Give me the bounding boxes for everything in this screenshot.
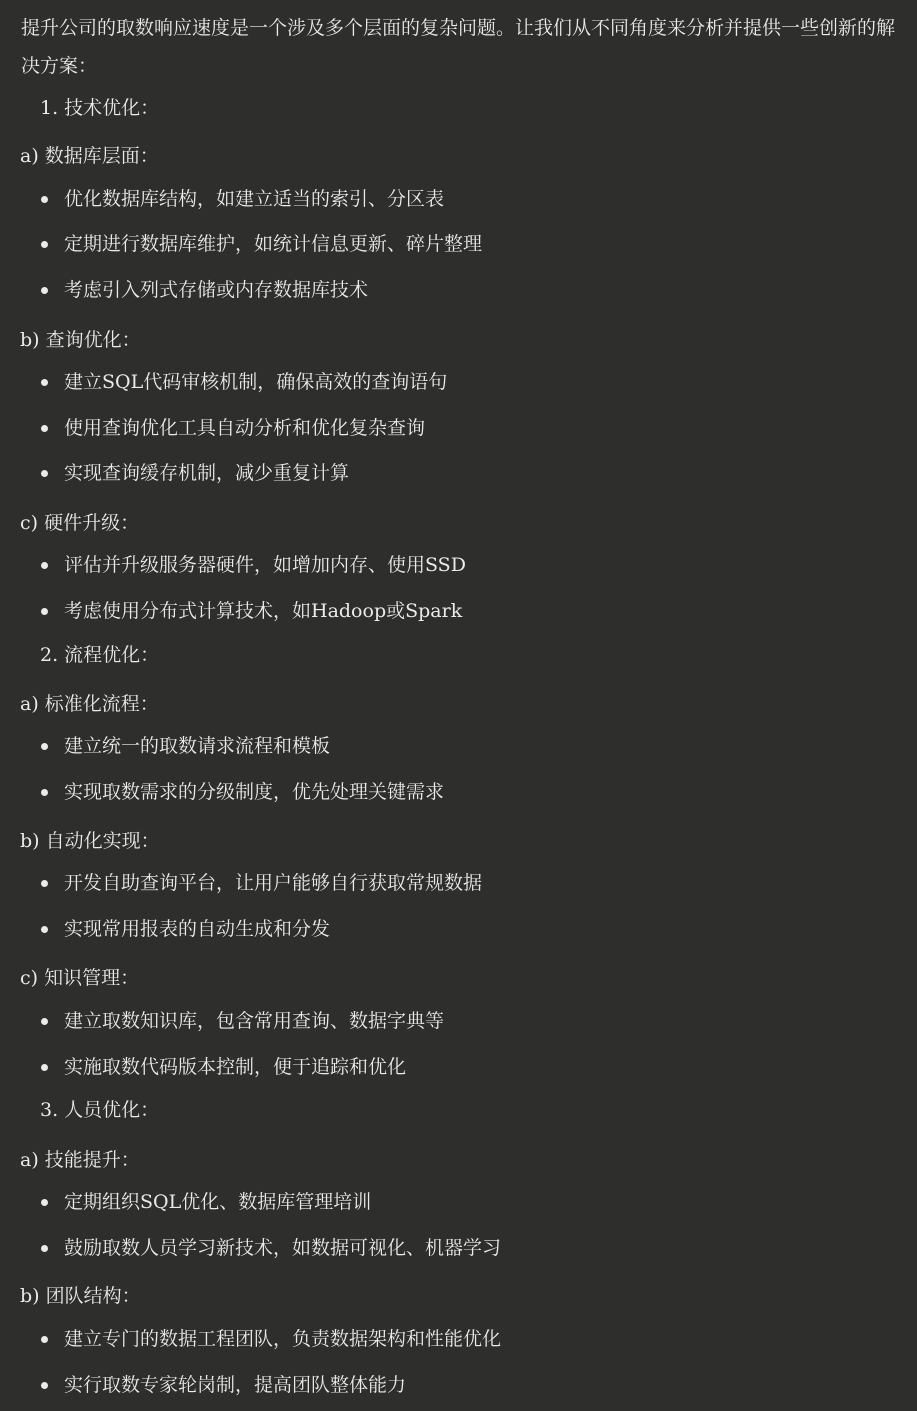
list-item: 建立统一的取数请求流程和模板 bbox=[0, 727, 917, 765]
list-item: 实现常用报表的自动生成和分发 bbox=[0, 910, 917, 948]
bullet-dot-icon bbox=[41, 1018, 48, 1025]
list-item: 建立专门的数据工程团队，负责数据架构和性能优化 bbox=[0, 1320, 917, 1358]
list-item: 开发自助查询平台，让用户能够自行获取常规数据 bbox=[0, 864, 917, 902]
list-item: 实行取数专家轮岗制，提高团队整体能力 bbox=[0, 1366, 917, 1404]
bullet-dot-icon bbox=[41, 470, 48, 477]
numbered-heading: 2. 流程优化： bbox=[40, 644, 160, 666]
list-item: 考虑使用分布式计算技术，如Hadoop或Spark bbox=[0, 592, 917, 630]
sub-heading: b) 团队结构： bbox=[20, 1285, 141, 1307]
sub-heading: b) 查询优化： bbox=[20, 329, 141, 351]
bullet-dot-icon bbox=[41, 379, 48, 386]
sub-heading: a) 数据库层面： bbox=[20, 145, 159, 167]
bullet-dot-icon bbox=[41, 1245, 48, 1252]
sub-heading: b) 自动化实现： bbox=[20, 830, 160, 852]
list-item: 评估并升级服务器硬件，如增加内存、使用SSD bbox=[0, 546, 917, 584]
bullet-dot-icon bbox=[41, 562, 48, 569]
bullet-dot-icon bbox=[41, 743, 48, 750]
numbered-heading: 3. 人员优化： bbox=[40, 1099, 160, 1121]
bullet-dot-icon bbox=[41, 880, 48, 887]
sub-heading: c) 知识管理： bbox=[20, 967, 140, 989]
bullet-dot-icon bbox=[41, 926, 48, 933]
list-item: 考虑引入列式存储或内存数据库技术 bbox=[0, 271, 917, 309]
bullet-dot-icon bbox=[41, 1382, 48, 1389]
bullet-dot-icon bbox=[41, 789, 48, 796]
list-item: 优化数据库结构，如建立适当的索引、分区表 bbox=[0, 180, 917, 218]
list-item: 实现查询缓存机制，减少重复计算 bbox=[0, 454, 917, 492]
list-item: 使用查询优化工具自动分析和优化复杂查询 bbox=[0, 409, 917, 447]
list-item: 鼓励取数人员学习新技术，如数据可视化、机器学习 bbox=[0, 1229, 917, 1267]
list-item: 定期组织SQL优化、数据库管理培训 bbox=[0, 1183, 917, 1221]
bullet-dot-icon bbox=[41, 425, 48, 432]
bullet-dot-icon bbox=[41, 287, 48, 294]
bullet-dot-icon bbox=[41, 1336, 48, 1343]
list-item: 建立SQL代码审核机制，确保高效的查询语句 bbox=[0, 363, 917, 401]
sub-heading: c) 硬件升级： bbox=[20, 512, 140, 534]
numbered-heading: 1. 技术优化： bbox=[40, 97, 160, 119]
bullet-dot-icon bbox=[41, 1199, 48, 1206]
list-item: 实施取数代码版本控制，便于追踪和优化 bbox=[0, 1048, 917, 1086]
list-item: 实现取数需求的分级制度，优先处理关键需求 bbox=[0, 773, 917, 811]
list-item: 定期进行数据库维护，如统计信息更新、碎片整理 bbox=[0, 225, 917, 263]
intro-paragraph: 提升公司的取数响应速度是一个涉及多个层面的复杂问题。让我们从不同角度来分析并提供一些创新的解决方案： bbox=[21, 17, 896, 77]
sub-heading: a) 标准化流程： bbox=[20, 693, 159, 715]
sub-heading: a) 技能提升： bbox=[20, 1149, 140, 1171]
bullet-dot-icon bbox=[41, 241, 48, 248]
bullet-dot-icon bbox=[41, 1064, 48, 1071]
list-item: 建立取数知识库，包含常用查询、数据字典等 bbox=[0, 1002, 917, 1040]
bullet-dot-icon bbox=[41, 196, 48, 203]
bullet-dot-icon bbox=[41, 608, 48, 615]
